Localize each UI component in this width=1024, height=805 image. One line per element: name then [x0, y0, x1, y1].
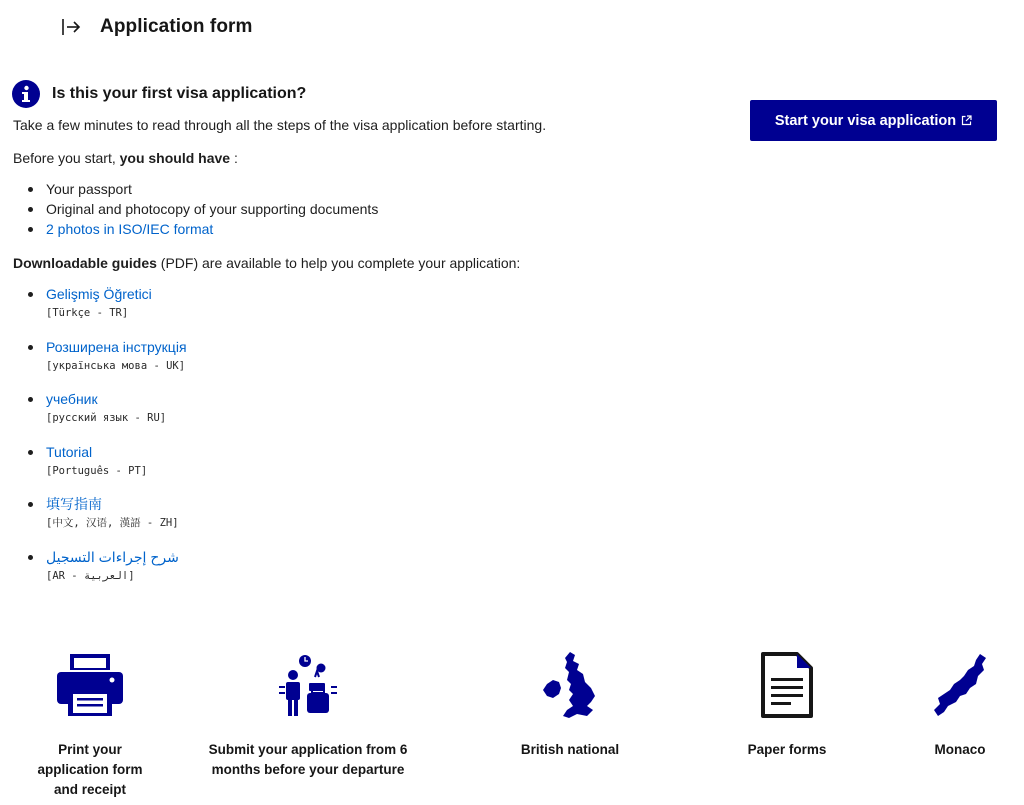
monaco-map-icon	[930, 645, 990, 725]
tile-label-line: Submit your application from 6	[208, 742, 408, 757]
print-form-tile[interactable]	[20, 645, 160, 800]
info-icon	[12, 80, 40, 108]
arrow-right-bar-icon	[58, 14, 84, 40]
monaco-tile[interactable]	[900, 645, 1020, 760]
documents-item: Original and photocopy of your supporting documents	[46, 201, 379, 217]
info-tiles	[0, 645, 1024, 805]
guides-intro-rest: (PDF) are available to help you complete your application:	[156, 255, 521, 271]
paper-forms-label	[748, 740, 827, 760]
british-national-label	[521, 740, 619, 760]
start-visa-application-button[interactable]	[750, 100, 997, 141]
list-item	[28, 199, 378, 219]
guide-item	[28, 443, 187, 496]
guide-link-pt[interactable]: Tutorial	[46, 443, 93, 460]
document-icon	[759, 645, 815, 725]
guide-item	[28, 285, 187, 338]
guide-language: [中文, 汉语, 漢語 - ZH]	[46, 517, 179, 529]
guide-link-uk[interactable]: Розширена інструкція	[46, 338, 187, 355]
before-prefix: Before you start,	[13, 150, 120, 166]
guide-link-ru[interactable]: учебник	[46, 391, 98, 407]
guide-language: [العربية - AR]	[46, 569, 135, 582]
guide-language: [Türkçe - TR]	[46, 307, 129, 319]
tile-label-line: and receipt	[53, 782, 126, 797]
tile-label-line: Monaco	[934, 742, 986, 757]
first-application-title: Is this your first visa application?	[52, 85, 307, 102]
guide-link-zh[interactable]: 填写指南	[46, 496, 102, 512]
guide-language: [Português - PT]	[46, 464, 148, 477]
submit-timing-tile[interactable]	[198, 645, 418, 780]
monaco-label	[934, 740, 985, 760]
guide-item	[28, 338, 187, 391]
guide-link-ar[interactable]: شرح إجراءات التسجيل	[46, 548, 179, 565]
tile-label-line: British national	[520, 742, 620, 757]
british-national-tile[interactable]	[500, 645, 640, 760]
guide-item	[28, 495, 187, 548]
print-form-label	[37, 740, 142, 800]
people-luggage-clock-icon	[277, 645, 339, 725]
before-you-start-text	[13, 149, 238, 167]
intro-text: Take a few minutes to read through all the steps of the visa application before starting.	[13, 117, 547, 133]
submit-timing-label	[209, 740, 408, 780]
guides-intro-bold: Downloadable guides	[13, 255, 157, 271]
photos-format-link[interactable]: 2 photos in ISO/IEC format	[46, 221, 214, 237]
guides-list	[28, 285, 187, 600]
before-suffix: :	[230, 150, 238, 166]
tile-label-line: Paper forms	[747, 742, 827, 757]
external-link-icon	[961, 115, 972, 126]
guide-link-tr[interactable]: Gelişmiş Öğretici	[46, 286, 152, 302]
before-bold: you should have	[119, 150, 231, 166]
guide-item	[28, 548, 187, 601]
passport-item: Your passport	[46, 181, 132, 197]
paper-forms-tile[interactable]	[717, 645, 857, 760]
tile-label-line: Print your	[58, 742, 122, 757]
printer-icon	[55, 645, 125, 725]
list-item	[28, 219, 378, 239]
tile-label-line: months before your departure	[211, 762, 405, 777]
guide-language: [українська мова - UK]	[46, 359, 186, 372]
page-header	[58, 12, 253, 42]
guides-intro-text	[13, 254, 520, 272]
start-visa-application-label: Start your visa application	[774, 112, 957, 129]
first-application-heading	[12, 80, 306, 108]
british-isles-map-icon	[539, 645, 601, 725]
guide-item	[28, 390, 187, 443]
tile-label-line: application form	[37, 762, 143, 777]
guide-language: [русский язык - RU]	[46, 412, 167, 424]
list-item	[28, 179, 378, 199]
page-title: Application form	[100, 16, 253, 37]
requirements-list	[28, 179, 378, 239]
